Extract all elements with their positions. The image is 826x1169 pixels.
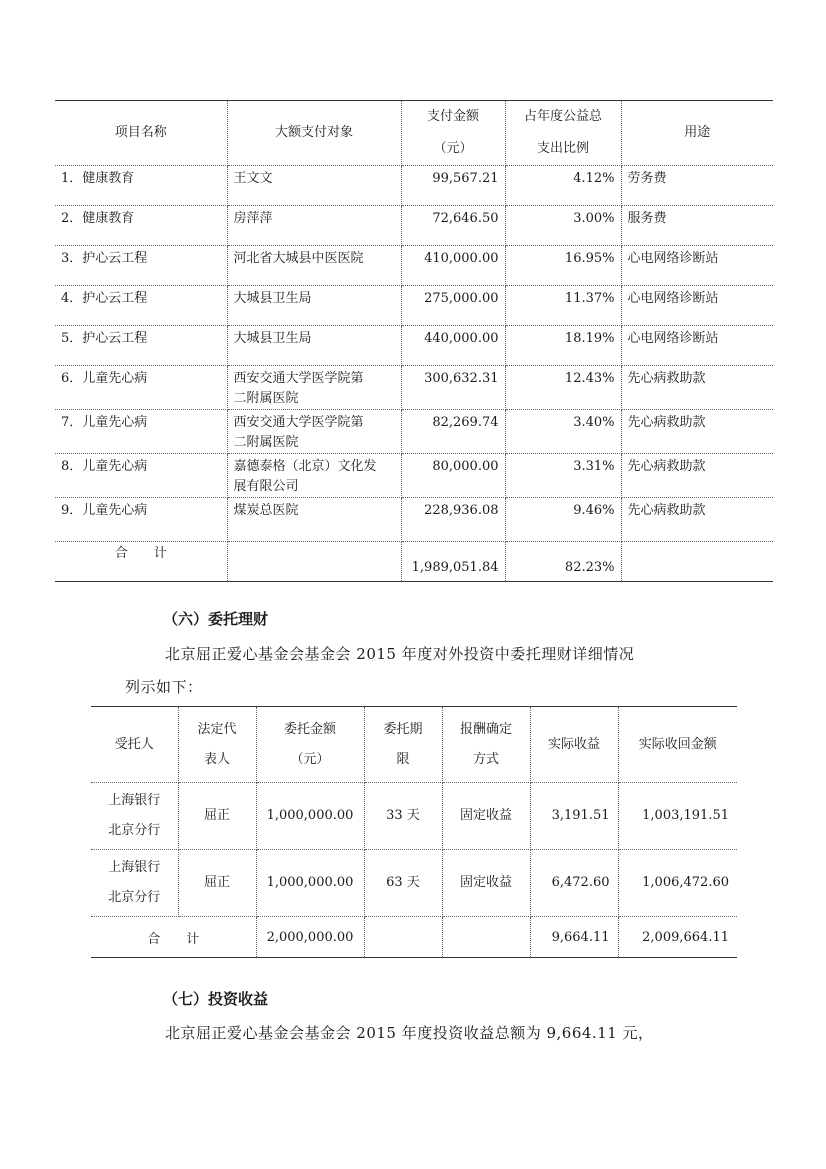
total-ratio: 82.23% — [505, 542, 621, 582]
cell-income: 6,472.60 — [530, 850, 618, 917]
cell-ratio: 16.95% — [505, 246, 621, 286]
cell-payee: 煤炭总医院 — [227, 498, 401, 542]
header-amount: 支付金额 （元） — [401, 101, 505, 166]
header-recovered: 实际收回金额 — [618, 707, 737, 783]
total-row — [55, 542, 773, 582]
cell-recovered: 1,006,472.60 — [618, 850, 737, 917]
cell-legal-rep: 屈正 — [178, 850, 256, 917]
total-recovered: 2,009,664.11 — [618, 917, 737, 958]
cell-payee: 西安交通大学医学院第 二附属医院 — [227, 366, 401, 410]
section6-paragraph-line1: 北京屈正爱心基金会基金会 2015 年度对外投资中委托理财详细情况 — [165, 645, 635, 663]
cell-payee: 大城县卫生局 — [227, 326, 401, 366]
cell-amount: 1,000,000.00 — [256, 783, 364, 850]
total-payee-empty — [227, 542, 401, 582]
header-project: 项目名称 — [55, 101, 227, 166]
cell-project: 2．健康教育 — [55, 206, 227, 246]
cell-project: 3．护心云工程 — [55, 246, 227, 286]
cell-ratio: 11.37% — [505, 286, 621, 326]
cell-project: 8．儿童先心病 — [55, 454, 227, 498]
cell-purpose: 心电网络诊断站 — [621, 326, 773, 366]
table-header-row — [55, 101, 773, 166]
cell-project: 4．护心云工程 — [55, 286, 227, 326]
table-row — [55, 326, 773, 366]
cell-purpose: 先心病救助款 — [621, 498, 773, 542]
cell-ratio: 12.43% — [505, 366, 621, 410]
cell-amount: 82,269.74 — [401, 410, 505, 454]
total-method-empty — [442, 917, 530, 958]
cell-amount: 99,567.21 — [401, 166, 505, 206]
header-method: 报酬确定 方式 — [442, 707, 530, 783]
header-trustee: 受托人 — [91, 707, 178, 783]
cell-recovered: 1,003,191.51 — [618, 783, 737, 850]
cell-purpose: 先心病救助款 — [621, 410, 773, 454]
cell-payee: 房萍萍 — [227, 206, 401, 246]
total-period-empty — [364, 917, 442, 958]
cell-amount: 228,936.08 — [401, 498, 505, 542]
cell-ratio: 3.31% — [505, 454, 621, 498]
total-purpose-empty — [621, 542, 773, 582]
header-period: 委托期 限 — [364, 707, 442, 783]
table-row — [55, 246, 773, 286]
total-label: 合 计 — [91, 917, 256, 958]
table-row — [55, 206, 773, 246]
total-row — [91, 917, 737, 958]
cell-purpose: 心电网络诊断站 — [621, 286, 773, 326]
cell-project: 1．健康教育 — [55, 166, 227, 206]
table-row — [55, 286, 773, 326]
total-income: 9,664.11 — [530, 917, 618, 958]
cell-amount: 300,632.31 — [401, 366, 505, 410]
cell-payee: 嘉德泰格（北京）文化发 展有限公司 — [227, 454, 401, 498]
cell-trustee: 上海银行 北京分行 — [91, 783, 178, 850]
table-row — [55, 498, 773, 542]
table-header-row — [91, 707, 737, 783]
cell-amount: 440,000.00 — [401, 326, 505, 366]
header-income: 实际收益 — [530, 707, 618, 783]
table-row — [55, 454, 773, 498]
entrusted-financing-table — [91, 706, 737, 958]
table-row — [91, 783, 737, 850]
cell-purpose: 先心病救助款 — [621, 454, 773, 498]
cell-payee: 西安交通大学医学院第 二附属医院 — [227, 410, 401, 454]
section7-paragraph-line1: 北京屈正爱心基金会基金会 2015 年度投资收益总额为 9,664.11 元， — [165, 1024, 654, 1042]
cell-ratio: 18.19% — [505, 326, 621, 366]
cell-method: 固定收益 — [442, 783, 530, 850]
table-row — [55, 410, 773, 454]
cell-purpose: 服务费 — [621, 206, 773, 246]
cell-ratio: 4.12% — [505, 166, 621, 206]
cell-project: 7．儿童先心病 — [55, 410, 227, 454]
section6-heading: （六）委托理财 — [163, 610, 269, 628]
table-row — [91, 850, 737, 917]
cell-payee: 王文文 — [227, 166, 401, 206]
cell-project: 9．儿童先心病 — [55, 498, 227, 542]
cell-payee: 大城县卫生局 — [227, 286, 401, 326]
header-amount: 委托金额 （元） — [256, 707, 364, 783]
cell-period: 63 天 — [364, 850, 442, 917]
table-row — [55, 366, 773, 410]
cell-trustee: 上海银行 北京分行 — [91, 850, 178, 917]
cell-amount: 1,000,000.00 — [256, 850, 364, 917]
cell-project: 5．护心云工程 — [55, 326, 227, 366]
cell-amount: 80,000.00 — [401, 454, 505, 498]
cell-amount: 72,646.50 — [401, 206, 505, 246]
cell-amount: 410,000.00 — [401, 246, 505, 286]
table-row — [55, 166, 773, 206]
cell-ratio: 3.40% — [505, 410, 621, 454]
cell-period: 33 天 — [364, 783, 442, 850]
cell-project: 6．儿童先心病 — [55, 366, 227, 410]
cell-ratio: 9.46% — [505, 498, 621, 542]
total-amount: 2,000,000.00 — [256, 917, 364, 958]
cell-method: 固定收益 — [442, 850, 530, 917]
cell-payee: 河北省大城县中医医院 — [227, 246, 401, 286]
header-purpose: 用途 — [621, 101, 773, 166]
section6-paragraph-line2: 列示如下： — [125, 678, 203, 696]
cell-ratio: 3.00% — [505, 206, 621, 246]
total-amount: 1,989,051.84 — [401, 542, 505, 582]
cell-amount: 275,000.00 — [401, 286, 505, 326]
header-ratio: 占年度公益总 支出比例 — [505, 101, 621, 166]
section7-heading: （七）投资收益 — [163, 990, 269, 1008]
header-payee: 大额支付对象 — [227, 101, 401, 166]
cell-purpose: 先心病救助款 — [621, 366, 773, 410]
large-payments-table — [55, 100, 773, 582]
total-label: 合 计 — [55, 542, 227, 582]
cell-legal-rep: 屈正 — [178, 783, 256, 850]
cell-purpose: 劳务费 — [621, 166, 773, 206]
cell-purpose: 心电网络诊断站 — [621, 246, 773, 286]
cell-income: 3,191.51 — [530, 783, 618, 850]
header-legal-rep: 法定代 表人 — [178, 707, 256, 783]
